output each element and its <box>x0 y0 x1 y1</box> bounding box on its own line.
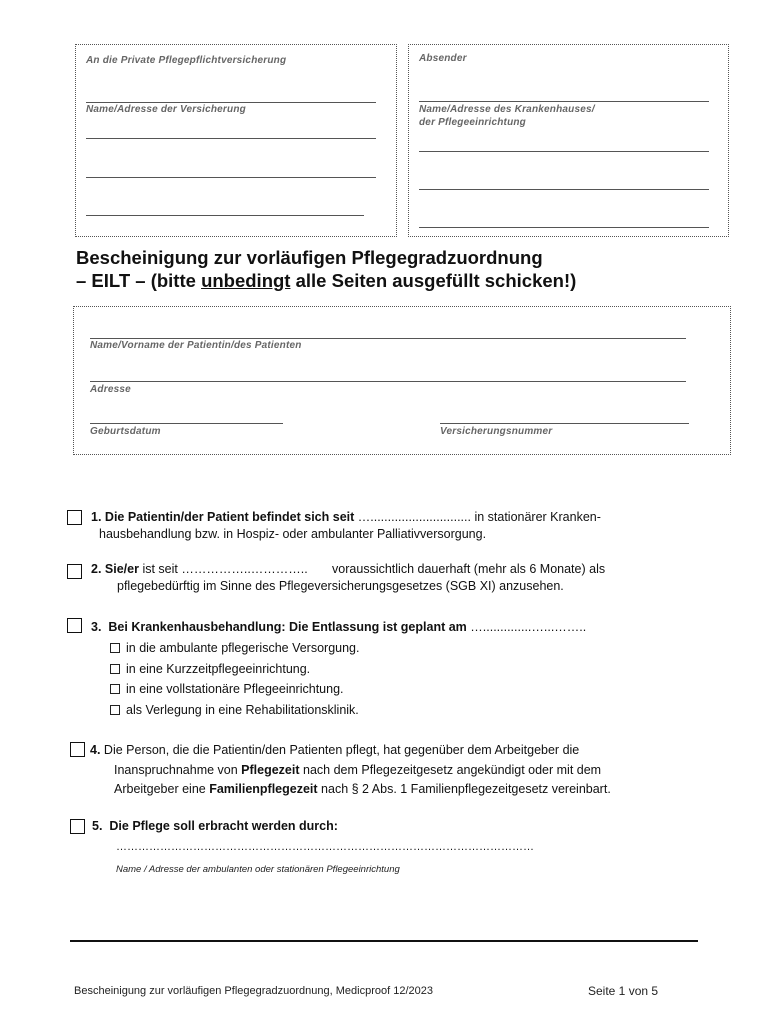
item-3-option-label: in die ambulante pflegerische Versorgung. <box>126 641 360 655</box>
sender-line-4[interactable] <box>419 227 709 228</box>
item-5-dots-line[interactable]: …………………………………………………………………………………………………… <box>116 841 534 853</box>
item-3-option-label: in eine Kurzzeitpflegeeinrichtung. <box>126 661 311 676</box>
footer-page-number: Seite 1 von 5 <box>588 984 659 998</box>
recipient-line-4[interactable] <box>86 215 364 216</box>
item-5-text <box>92 818 712 835</box>
item-5-number: 5. <box>92 819 103 833</box>
item-3-dots[interactable]: …..............…...…….. <box>466 620 587 634</box>
item-2-checkbox[interactable] <box>67 564 82 579</box>
item-1-number: 1. <box>91 510 102 524</box>
sender-label: Absender <box>419 53 467 64</box>
item-5-bold: Die Pflege soll erbracht werden durch: <box>109 819 338 833</box>
item-3-options <box>110 638 359 720</box>
item-2-text-rest: ist seit ……………..………….. voraussichtlich dauerhaft (mehr als 6 Monate) als <box>138 562 606 576</box>
item-1-checkbox[interactable] <box>67 510 82 525</box>
recipient-line-3[interactable] <box>86 177 376 178</box>
patient-data-box <box>73 306 731 455</box>
item-3-option-label: in eine vollstationäre Pflegeeinrichtung. <box>126 682 344 696</box>
sender-line-1[interactable] <box>419 101 709 102</box>
item-1-rest: in stationärer Kranken- <box>474 510 601 524</box>
item-1-dots[interactable]: …............................. <box>354 510 475 524</box>
item-4-line3-pre: Arbeitgeber eine <box>114 782 210 796</box>
sender-address-label-line1: Name/Adresse des Krankenhauses/ <box>419 104 595 115</box>
recipient-line-2[interactable] <box>86 138 376 139</box>
footer-divider <box>70 940 698 942</box>
item-3-option-label: als Verlegung in eine Rehabilitationsklinik. <box>126 702 359 717</box>
item-3-option-vollstationaer[interactable] <box>110 679 359 700</box>
item-4-line1: Die Person, die die Patientin/den Patienten pflegt, hat gegenüber dem Arbeitgeber die <box>103 743 580 757</box>
sender-line-3[interactable] <box>419 189 709 190</box>
option-checkbox[interactable] <box>110 705 120 715</box>
sender-address-label <box>419 103 595 129</box>
item-4-checkbox[interactable] <box>70 742 85 757</box>
sender-address-box <box>408 44 729 237</box>
item-4-pflegezeit: Pflegezeit <box>241 762 300 777</box>
sender-address-label-line2: der Pflegeeinrichtung <box>419 117 526 128</box>
item-4-line3 <box>90 782 611 796</box>
insurance-number-line[interactable] <box>440 423 689 424</box>
option-checkbox[interactable] <box>110 684 120 694</box>
birthdate-line[interactable] <box>90 423 283 424</box>
item-3-option-ambulant[interactable] <box>110 638 359 659</box>
item-5-checkbox[interactable] <box>70 819 85 834</box>
title-line-1: Bescheinigung zur vorläufigen Pflegegradzuordnung <box>76 247 543 268</box>
option-checkbox[interactable] <box>110 664 120 674</box>
item-3-option-kurzzeit[interactable] <box>110 659 359 680</box>
patient-address-label: Adresse <box>90 384 131 395</box>
item-4-line2 <box>90 763 601 777</box>
document-title <box>76 246 716 292</box>
item-5-caption: Name / Adresse der ambulanten oder stationären Pflegeeinrichtung <box>116 864 400 875</box>
item-1-bold: Die Patientin/der Patient befindet sich seit <box>104 510 355 524</box>
item-3-number: 3. <box>91 620 102 634</box>
title-line-2-post: alle Seiten ausgefüllt schicken!) <box>290 270 577 291</box>
item-2-number: 2. <box>91 562 102 576</box>
item-3-bold: Bei Krankenhausbehandlung: Die Entlassung ist geplant am <box>108 620 467 634</box>
item-4-line2-post: nach dem Pflegezeitgesetz angekündigt oder mit dem <box>299 762 602 777</box>
item-4-number: 4. <box>90 743 101 757</box>
recipient-line-1[interactable] <box>86 102 376 103</box>
insurance-address-label: Name/Adresse der Versicherung <box>86 104 246 115</box>
insurance-number-label: Versicherungsnummer <box>440 426 553 437</box>
item-3-text <box>91 619 711 636</box>
birthdate-label: Geburtsdatum <box>90 426 161 437</box>
item-4-familienpflegezeit: Familienpflegezeit <box>209 782 318 796</box>
item-2-text <box>91 561 711 595</box>
item-4-line3-post: nach § 2 Abs. 1 Familienpflegezeitgesetz vereinbart. <box>317 782 611 796</box>
title-line-2-pre: – EILT – (bitte <box>76 270 202 291</box>
item-1-text <box>91 509 711 543</box>
footer-document-name: Bescheinigung zur vorläufigen Pflegegradzuordnung, Medicproof 12/2023 <box>74 985 433 997</box>
recipient-address-box <box>75 44 397 237</box>
item-4-text <box>90 741 710 800</box>
item-3-option-reha[interactable] <box>110 700 359 721</box>
patient-name-label: Name/Vorname der Patientin/des Patienten <box>90 340 302 351</box>
item-4-line2-pre: Inanspruchnahme von <box>114 762 242 777</box>
item-3-checkbox[interactable] <box>67 618 82 633</box>
recipient-label: An die Private Pflegepflichtversicherung <box>86 55 287 66</box>
item-2-line2: pflegebedürftig im Sinne des Pflegeversicherungsgesetzes (SGB XI) anzusehen. <box>117 579 564 593</box>
sender-line-2[interactable] <box>419 151 709 152</box>
patient-name-line[interactable] <box>90 338 686 339</box>
patient-address-line[interactable] <box>90 381 686 382</box>
item-2-bold: Sie/er <box>104 562 139 576</box>
item-1-line2: hausbehandlung bzw. in Hospiz- oder ambulanter Palliativversorgung. <box>99 527 487 541</box>
title-underlined-word: unbedingt <box>201 270 291 291</box>
option-checkbox[interactable] <box>110 643 120 653</box>
